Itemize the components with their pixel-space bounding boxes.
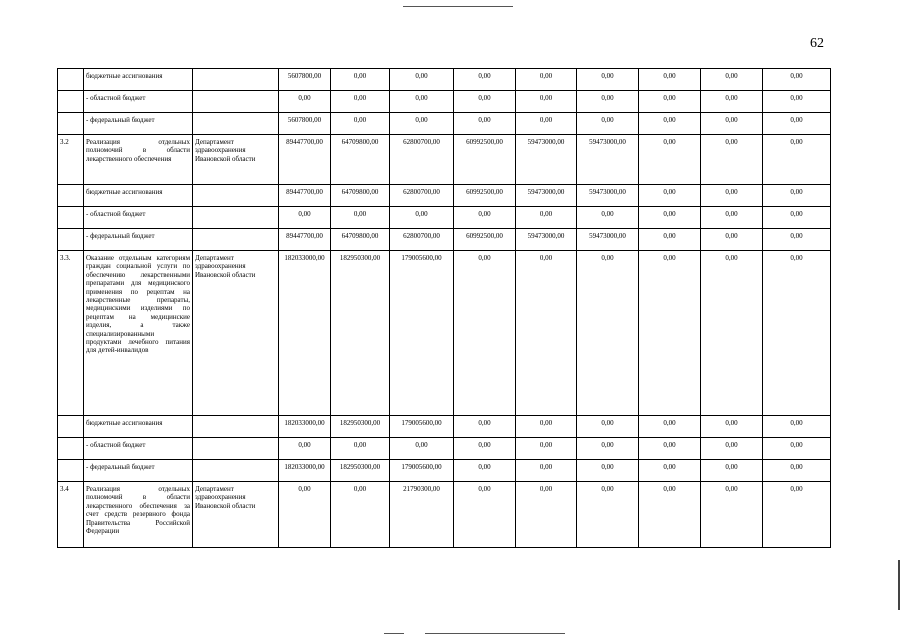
row-number-cell: [58, 416, 84, 438]
amount-cell: 0,00: [516, 460, 577, 482]
amount-cell: 0,00: [331, 438, 390, 460]
row-label-cell: - областной бюджет: [84, 91, 193, 113]
row-label-cell: - областной бюджет: [84, 207, 193, 229]
table-row-subtotal: [58, 185, 831, 207]
amount-cell: 60992500,00: [454, 229, 516, 251]
row-number-cell: [58, 460, 84, 482]
executor-cell: Департамент здравоохранения Ивановской области: [193, 251, 279, 416]
amount-cell: 0,00: [639, 438, 701, 460]
row-label-cell: - федеральный бюджет: [84, 460, 193, 482]
amount-cell: 89447700,00: [279, 185, 331, 207]
row-label-cell: бюджетные ассигнования: [84, 416, 193, 438]
amount-cell: 0,00: [516, 113, 577, 135]
amount-cell: 0,00: [577, 69, 639, 91]
amount-cell: 0,00: [701, 113, 763, 135]
amount-cell: 0,00: [577, 482, 639, 548]
amount-cell: 0,00: [454, 207, 516, 229]
amount-cell: 182033000,00: [279, 251, 331, 416]
amount-cell: 62800700,00: [390, 229, 454, 251]
amount-cell: 0,00: [279, 438, 331, 460]
scan-artifact-top: [403, 6, 513, 7]
amount-cell: 0,00: [701, 460, 763, 482]
amount-cell: 0,00: [701, 229, 763, 251]
amount-cell: 0,00: [331, 482, 390, 548]
amount-cell: 0,00: [639, 113, 701, 135]
amount-cell: 0,00: [763, 135, 831, 185]
executor-cell: [193, 229, 279, 251]
table-row-subtotal: [58, 460, 831, 482]
table-row-item: [58, 251, 831, 416]
table-row-subtotal: [58, 438, 831, 460]
row-label-cell: - федеральный бюджет: [84, 113, 193, 135]
amount-cell: 62800700,00: [390, 135, 454, 185]
amount-cell: 0,00: [701, 438, 763, 460]
amount-cell: 59473000,00: [577, 185, 639, 207]
amount-cell: 0,00: [390, 113, 454, 135]
amount-cell: 0,00: [390, 69, 454, 91]
amount-cell: 0,00: [516, 251, 577, 416]
row-label-cell: Оказание отдельным категориям граждан социальной услуги по обеспечению лекарственными препаратами для медицинского применения по рецептам на лекарственные препараты, медицинскими изделиями по рецептам на медицинские изделия, а также специализированными продуктами лечебного питания для детей-инвалидов: [84, 251, 193, 416]
amount-cell: 0,00: [454, 91, 516, 113]
scan-edge-mark: [898, 560, 900, 610]
amount-cell: 0,00: [516, 416, 577, 438]
amount-cell: 0,00: [639, 251, 701, 416]
amount-cell: 0,00: [516, 69, 577, 91]
row-label-cell: бюджетные ассигнования: [84, 185, 193, 207]
amount-cell: 59473000,00: [516, 135, 577, 185]
amount-cell: 0,00: [763, 113, 831, 135]
executor-cell: [193, 416, 279, 438]
amount-cell: 182033000,00: [279, 416, 331, 438]
table-row-subtotal: [58, 229, 831, 251]
executor-cell: [193, 69, 279, 91]
amount-cell: 0,00: [763, 69, 831, 91]
amount-cell: 0,00: [701, 91, 763, 113]
amount-cell: 0,00: [577, 207, 639, 229]
amount-cell: 89447700,00: [279, 229, 331, 251]
row-number-cell: [58, 69, 84, 91]
table-row-subtotal: [58, 69, 831, 91]
amount-cell: 0,00: [516, 91, 577, 113]
amount-cell: 0,00: [763, 482, 831, 548]
row-number-cell: [58, 185, 84, 207]
amount-cell: 0,00: [639, 69, 701, 91]
amount-cell: 60992500,00: [454, 185, 516, 207]
amount-cell: 0,00: [639, 460, 701, 482]
amount-cell: 0,00: [639, 207, 701, 229]
table-row-subtotal: [58, 416, 831, 438]
amount-cell: 0,00: [390, 91, 454, 113]
amount-cell: 5607800,00: [279, 69, 331, 91]
row-number-cell: [58, 113, 84, 135]
table-row-subtotal: [58, 113, 831, 135]
amount-cell: 0,00: [701, 135, 763, 185]
amount-cell: 0,00: [639, 135, 701, 185]
amount-cell: 0,00: [454, 69, 516, 91]
amount-cell: 5607800,00: [279, 113, 331, 135]
amount-cell: 0,00: [516, 482, 577, 548]
row-label-cell: Реализация отдельных полномочий в области лекарственного обеспечения: [84, 135, 193, 185]
amount-cell: 59473000,00: [577, 229, 639, 251]
row-number-cell: 3.4: [58, 482, 84, 548]
table-row-subtotal: [58, 91, 831, 113]
amount-cell: 0,00: [701, 185, 763, 207]
amount-cell: 0,00: [701, 207, 763, 229]
budget-table-body: [58, 69, 831, 548]
amount-cell: 0,00: [577, 416, 639, 438]
amount-cell: 0,00: [763, 460, 831, 482]
amount-cell: 0,00: [454, 113, 516, 135]
amount-cell: 0,00: [454, 438, 516, 460]
amount-cell: 0,00: [577, 460, 639, 482]
amount-cell: 0,00: [639, 185, 701, 207]
row-label-cell: Реализация отдельных полномочий в области лекарственного обеспечения за счет средств резервного фонда Правительства Российской Федерации: [84, 482, 193, 548]
table-row-item: [58, 135, 831, 185]
amount-cell: 0,00: [639, 482, 701, 548]
amount-cell: 182950300,00: [331, 416, 390, 438]
amount-cell: 0,00: [454, 460, 516, 482]
amount-cell: 62800700,00: [390, 185, 454, 207]
amount-cell: 64709800,00: [331, 185, 390, 207]
amount-cell: 0,00: [701, 482, 763, 548]
executor-cell: [193, 207, 279, 229]
executor-cell: [193, 91, 279, 113]
amount-cell: 64709800,00: [331, 135, 390, 185]
amount-cell: 0,00: [701, 416, 763, 438]
amount-cell: 59473000,00: [516, 185, 577, 207]
amount-cell: 182033000,00: [279, 460, 331, 482]
row-number-cell: 3.2: [58, 135, 84, 185]
amount-cell: 0,00: [577, 251, 639, 416]
page-number: 62: [810, 36, 824, 51]
amount-cell: 21790300,00: [390, 482, 454, 548]
amount-cell: 0,00: [279, 207, 331, 229]
amount-cell: 182950300,00: [331, 251, 390, 416]
executor-cell: Департамент здравоохранения Ивановской области: [193, 482, 279, 548]
amount-cell: 0,00: [454, 416, 516, 438]
amount-cell: 59473000,00: [577, 135, 639, 185]
amount-cell: 0,00: [763, 185, 831, 207]
executor-cell: [193, 460, 279, 482]
row-number-cell: 3.3.: [58, 251, 84, 416]
amount-cell: 0,00: [390, 438, 454, 460]
amount-cell: 60992500,00: [454, 135, 516, 185]
amount-cell: 179005600,00: [390, 251, 454, 416]
amount-cell: 0,00: [763, 91, 831, 113]
budget-table: [57, 68, 831, 548]
amount-cell: 0,00: [516, 207, 577, 229]
amount-cell: 179005600,00: [390, 416, 454, 438]
amount-cell: 0,00: [390, 207, 454, 229]
row-label-cell: - федеральный бюджет: [84, 229, 193, 251]
row-label-cell: - областной бюджет: [84, 438, 193, 460]
amount-cell: 0,00: [331, 207, 390, 229]
amount-cell: 0,00: [763, 207, 831, 229]
amount-cell: 0,00: [331, 69, 390, 91]
amount-cell: 179005600,00: [390, 460, 454, 482]
amount-cell: 0,00: [331, 91, 390, 113]
amount-cell: 0,00: [279, 482, 331, 548]
amount-cell: 64709800,00: [331, 229, 390, 251]
table-row-subtotal: [58, 207, 831, 229]
row-label-cell: бюджетные ассигнования: [84, 69, 193, 91]
amount-cell: 0,00: [516, 438, 577, 460]
amount-cell: 59473000,00: [516, 229, 577, 251]
executor-cell: Департамент здравоохранения Ивановской области: [193, 135, 279, 185]
amount-cell: 0,00: [279, 91, 331, 113]
executor-cell: [193, 185, 279, 207]
amount-cell: 89447700,00: [279, 135, 331, 185]
amount-cell: 0,00: [454, 482, 516, 548]
amount-cell: 0,00: [763, 416, 831, 438]
amount-cell: 0,00: [577, 91, 639, 113]
executor-cell: [193, 113, 279, 135]
amount-cell: 0,00: [639, 416, 701, 438]
amount-cell: 0,00: [577, 113, 639, 135]
amount-cell: 182950300,00: [331, 460, 390, 482]
row-number-cell: [58, 91, 84, 113]
table-row-item: [58, 482, 831, 548]
amount-cell: 0,00: [577, 438, 639, 460]
amount-cell: 0,00: [763, 251, 831, 416]
amount-cell: 0,00: [701, 69, 763, 91]
amount-cell: 0,00: [701, 251, 763, 416]
amount-cell: 0,00: [639, 229, 701, 251]
row-number-cell: [58, 207, 84, 229]
row-number-cell: [58, 438, 84, 460]
amount-cell: 0,00: [763, 438, 831, 460]
amount-cell: 0,00: [639, 91, 701, 113]
row-number-cell: [58, 229, 84, 251]
scan-artifact-bottom-left: [384, 633, 404, 634]
executor-cell: [193, 438, 279, 460]
amount-cell: 0,00: [331, 113, 390, 135]
amount-cell: 0,00: [454, 251, 516, 416]
scan-artifact-bottom-right: [425, 633, 565, 634]
amount-cell: 0,00: [763, 229, 831, 251]
